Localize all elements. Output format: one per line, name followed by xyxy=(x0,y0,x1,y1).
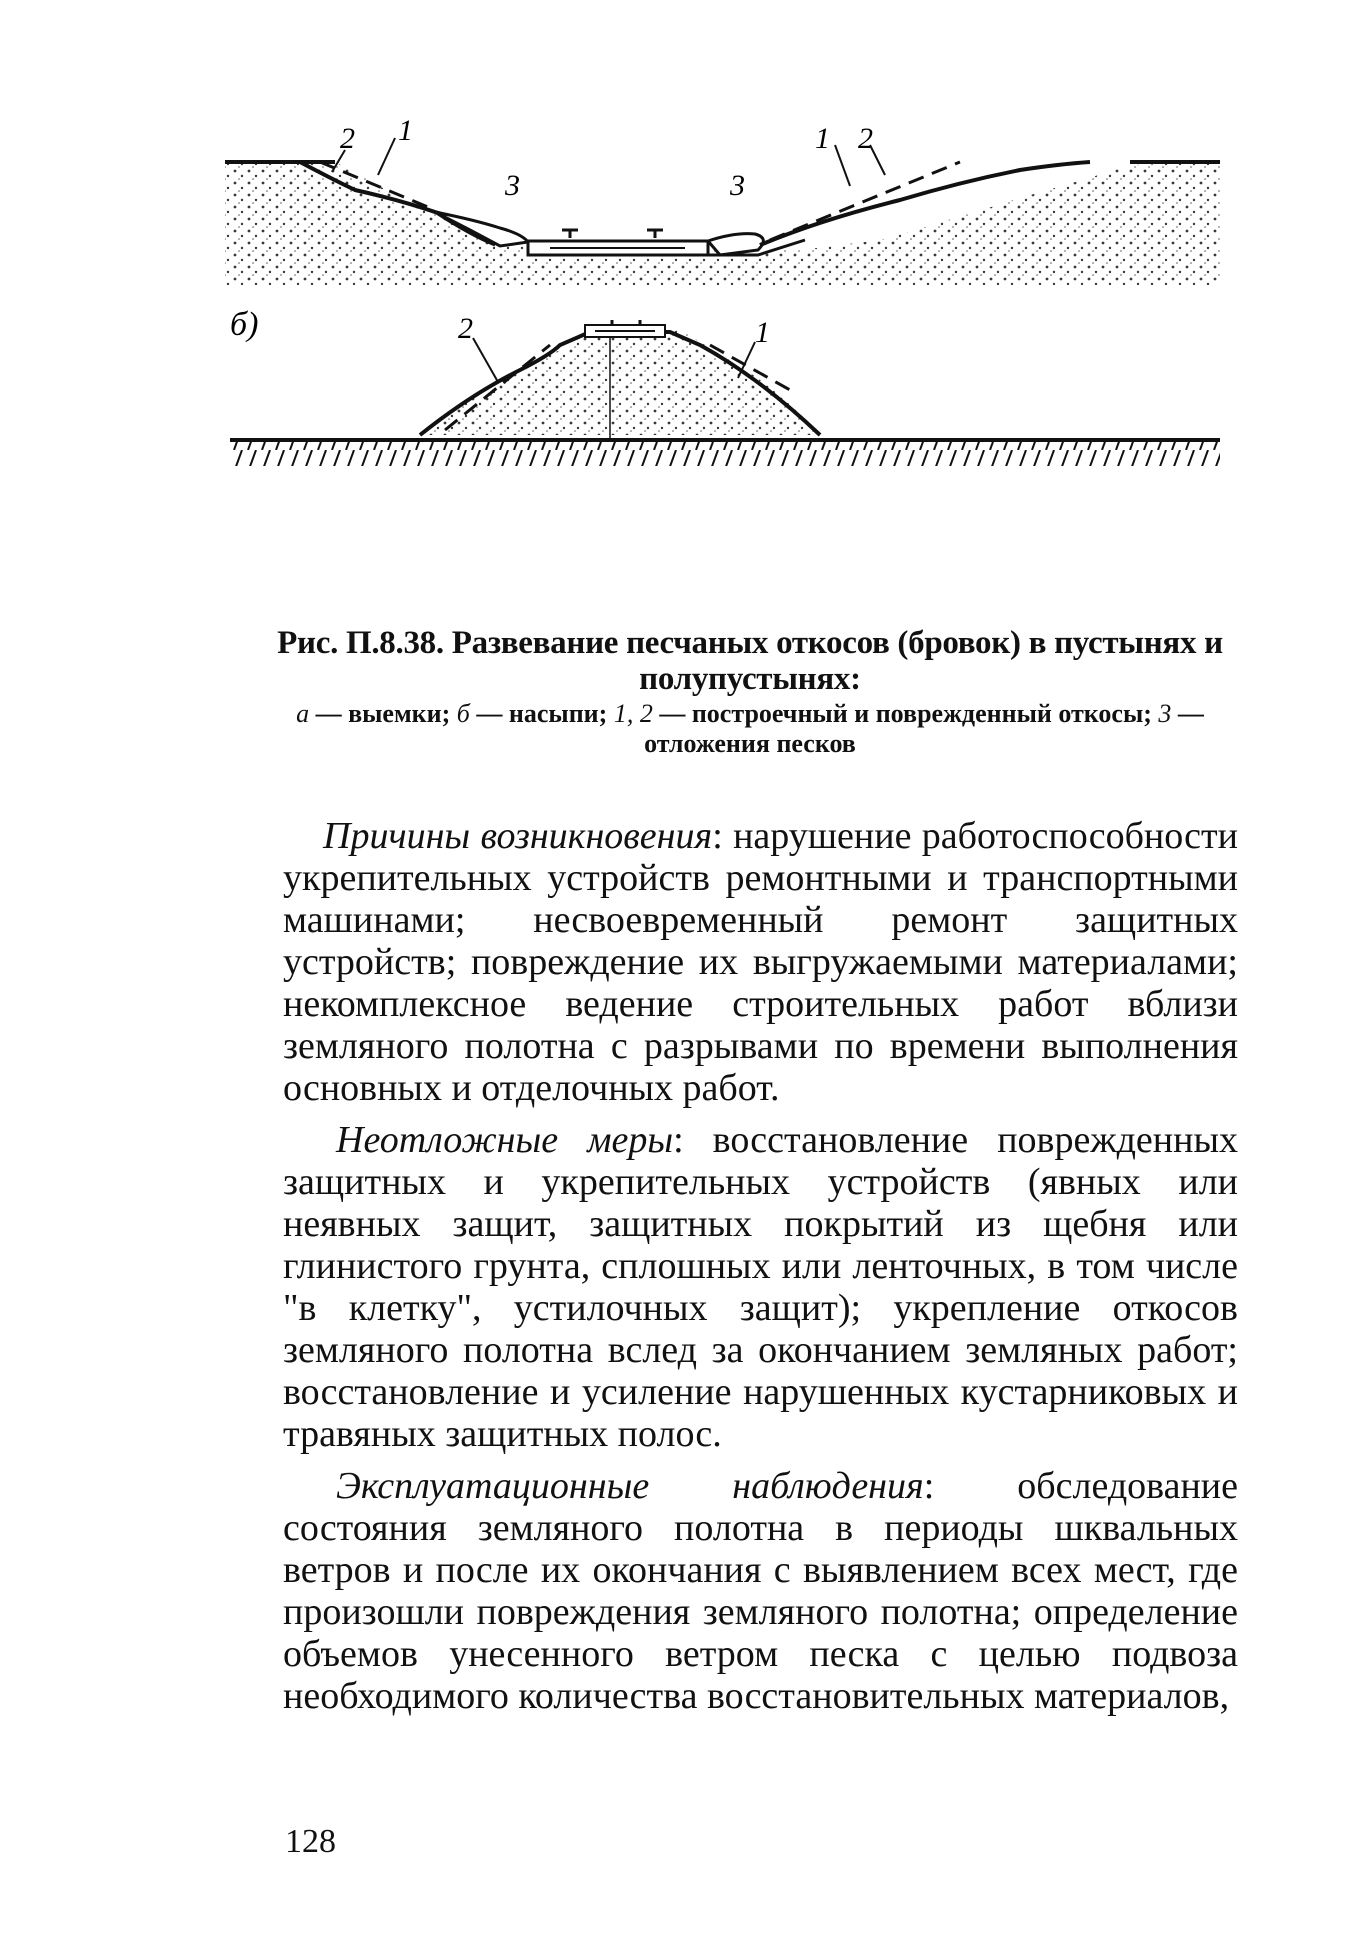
callout-a-2-left: 2 xyxy=(340,122,355,155)
figure-caption xyxy=(270,625,1230,759)
legend-12-key: 1, 2 xyxy=(613,699,653,728)
figure-diagram xyxy=(230,114,1240,600)
callout-a-3-left: 3 xyxy=(505,169,520,202)
legend-a-text: — выемки; xyxy=(309,699,457,728)
callout-a-2-right: 2 xyxy=(858,122,873,155)
legend-12-text: — построечный и поврежденный откосы; xyxy=(652,699,1159,728)
callout-a-3-right: 3 xyxy=(730,169,745,202)
callout-b-1: 1 xyxy=(755,316,770,349)
legend-3-key: 3 xyxy=(1158,699,1172,728)
paragraph-urgent-lead: Неотложные меры xyxy=(336,1119,674,1161)
callout-a-1-left: 1 xyxy=(398,114,413,147)
page-number: 128 xyxy=(285,1823,336,1860)
caption-legend xyxy=(270,699,1230,759)
paragraph-observations-text: : обследование состояния земляного полотна в периоды шквальных ветров и после их окончания с выявлением всех мест, где произошли повреждения земляного полотна; определение объемов унесенного ветром песка с целью подвоза необходимого количества восстановительных материалов, xyxy=(283,1465,1238,1717)
callout-a-1-right: 1 xyxy=(815,122,830,155)
callout-b-2: 2 xyxy=(458,312,473,345)
label-b: б) xyxy=(230,306,259,343)
paragraph-causes-lead: Причины возникновения xyxy=(323,815,713,857)
paragraph-urgent-text: : восстановление поврежденных защитных и укрепительных устройств (явных или неявных защит, защитных покрытий из щебня или глинистого грунта, сплошных или ленточных, в том числе "в клетку", устилочных защит); укрепление откосов земляного полотна вслед за окончанием земляных работ; восстановление и усиление нарушенных кустарниковых и травяных защитных полос. xyxy=(283,1119,1238,1455)
paragraph-urgent-measures xyxy=(283,1119,1238,1455)
paragraph-causes-text: : нарушение работоспособности укрепительных устройств ремонтными и транспортными машинами; несвоевременный ремонт защитных устройств; повреждение их выгружаемыми материалами; некомплексное ведение строительных работ вблизи земляного полотна с разрывами по времени выполнения основных и отделочных работ. xyxy=(283,815,1238,1109)
paragraph-observations xyxy=(283,1465,1238,1717)
body-text xyxy=(283,815,1238,1717)
paragraph-observations-lead: Эксплуатационные наблюдения xyxy=(336,1465,924,1507)
caption-title: Рис. П.8.38. Развевание песчаных откосов (бровок) в пустынях и полупустынях: xyxy=(277,625,1223,697)
legend-b-text: — насыпи; xyxy=(469,699,614,728)
legend-3-text: — отложения песков xyxy=(644,699,1204,758)
legend-b-key: б xyxy=(456,699,470,728)
paragraph-causes xyxy=(283,815,1238,1109)
figure-sand-slopes xyxy=(230,114,1240,600)
legend-a-key: а xyxy=(296,699,310,728)
